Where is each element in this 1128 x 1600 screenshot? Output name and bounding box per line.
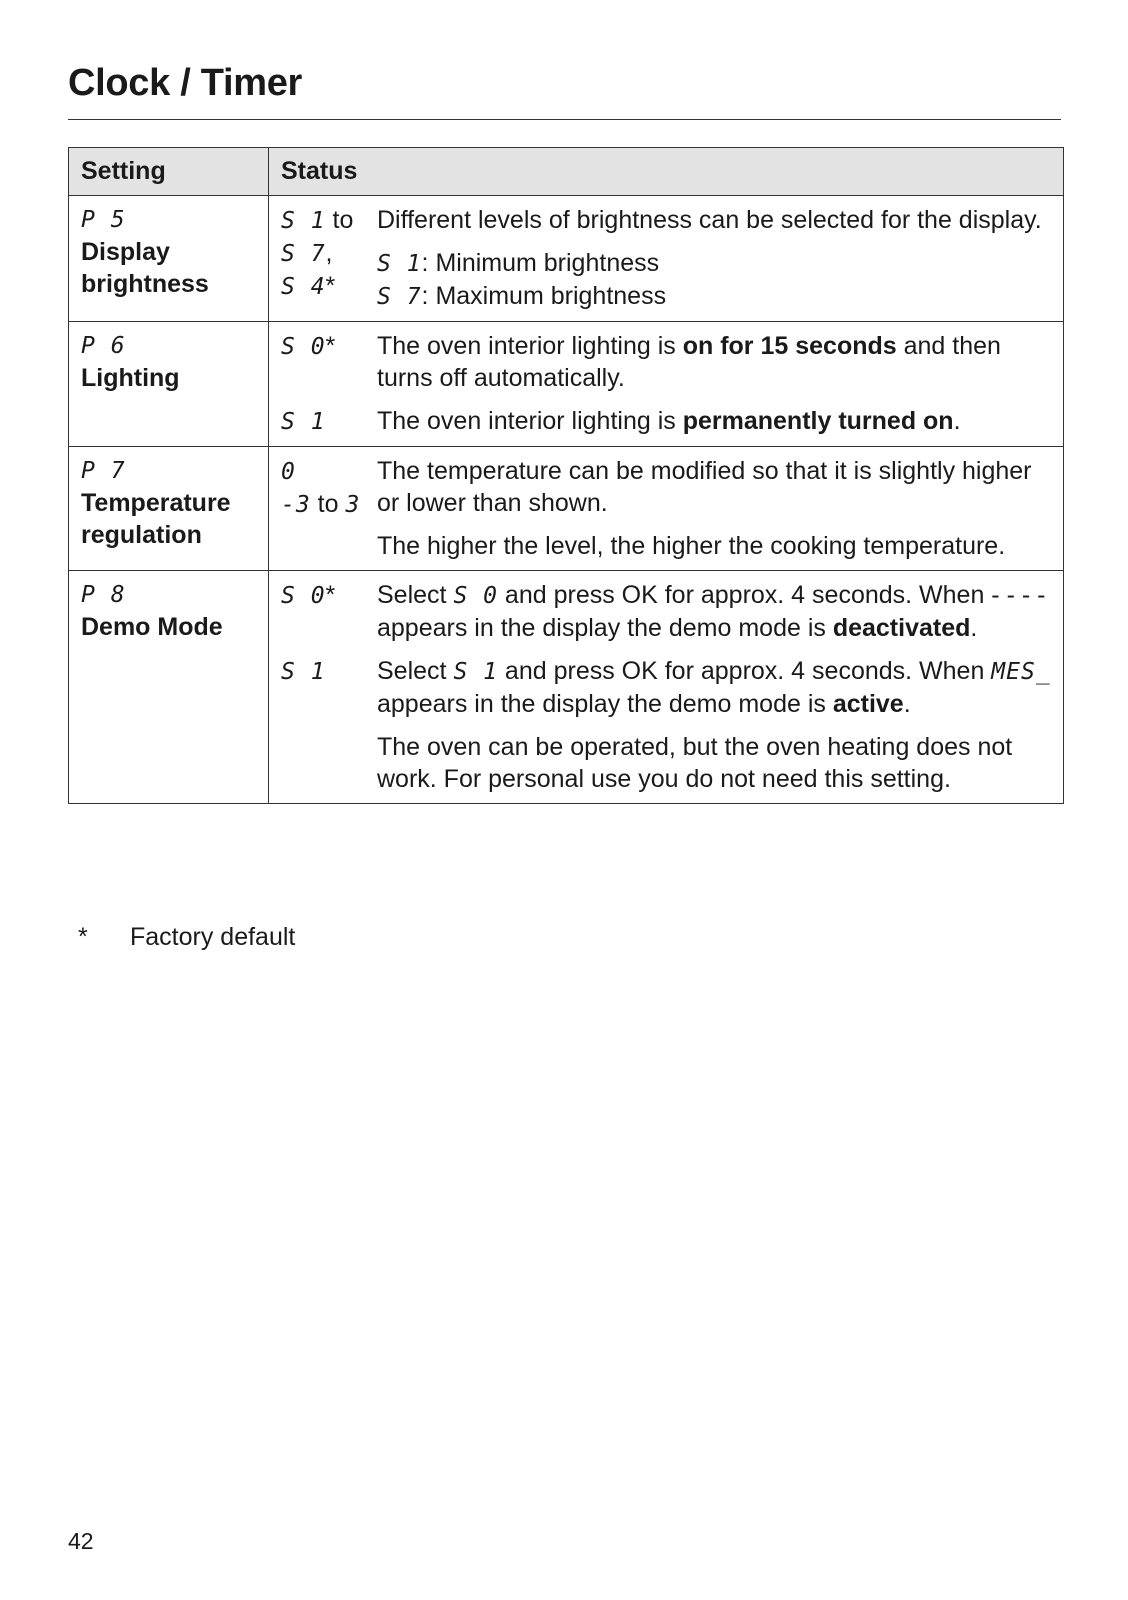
page-number: 42 [68, 1528, 94, 1554]
setting-name: regulation [81, 521, 202, 549]
status-description: Select S 1 and press OK for approx. 4 seconds. When MES_ appears in the display the demo mode is active. The oven can be operated, but the oven heating does not work. For personal use you do not need this setting. [377, 657, 1051, 793]
setting-name: Demo Mode [81, 613, 223, 641]
table-header-row [69, 148, 1064, 196]
title-divider [68, 119, 1061, 120]
status-description: The temperature can be modified so that it is slightly higher or lower than shown. The higher the level, the higher the cooking temperature. [377, 457, 1032, 560]
table-row [69, 196, 1064, 322]
setting-name: Temperature [81, 489, 231, 517]
setting-name: Lighting [81, 364, 180, 392]
setting-name: Display [81, 238, 170, 266]
status-cell [269, 571, 1064, 804]
setting-code: P 8 [81, 582, 126, 608]
status-description: Select S 0 and press OK for approx. 4 seconds. When - - - - appears in the display the demo mode is deactivated. [377, 581, 1046, 642]
setting-cell [69, 322, 269, 447]
page-title: Clock / Timer [68, 62, 303, 104]
setting-code: P 7 [81, 458, 126, 484]
setting-cell [69, 196, 269, 322]
footnote-text: Factory default [130, 923, 296, 951]
footnote-mark: * [78, 923, 88, 951]
setting-code: P 5 [81, 207, 126, 233]
status-value: 0 -3 to 3 [281, 459, 361, 518]
status-value: S 0* [281, 581, 336, 609]
setting-cell [69, 447, 269, 571]
status-description: The oven interior lighting is on for 15 seconds and then turns off automatically. [377, 332, 1001, 392]
status-description: Different levels of brightness can be selected for the display. S 1: Minimum brightness S 7: Maximum brightness [377, 206, 1042, 310]
status-cell [269, 322, 1064, 447]
table-row [69, 322, 1064, 447]
setting-name: brightness [81, 270, 209, 298]
setting-cell [69, 571, 269, 804]
table-row [69, 447, 1064, 571]
header-setting: Setting [69, 148, 269, 196]
header-status: Status [269, 148, 1064, 196]
footnote [78, 923, 295, 952]
status-cell [269, 447, 1064, 571]
status-description: The oven interior lighting is permanently turned on. [377, 407, 961, 435]
status-value: S 0* [281, 332, 336, 360]
status-value: S 1 [281, 409, 326, 435]
table-row [69, 571, 1064, 804]
status-value: S 1 to S 7, S 4* [281, 206, 354, 300]
status-cell [269, 196, 1064, 322]
settings-table [68, 147, 1064, 804]
setting-code: P 6 [81, 333, 126, 359]
status-value: S 1 [281, 659, 326, 685]
